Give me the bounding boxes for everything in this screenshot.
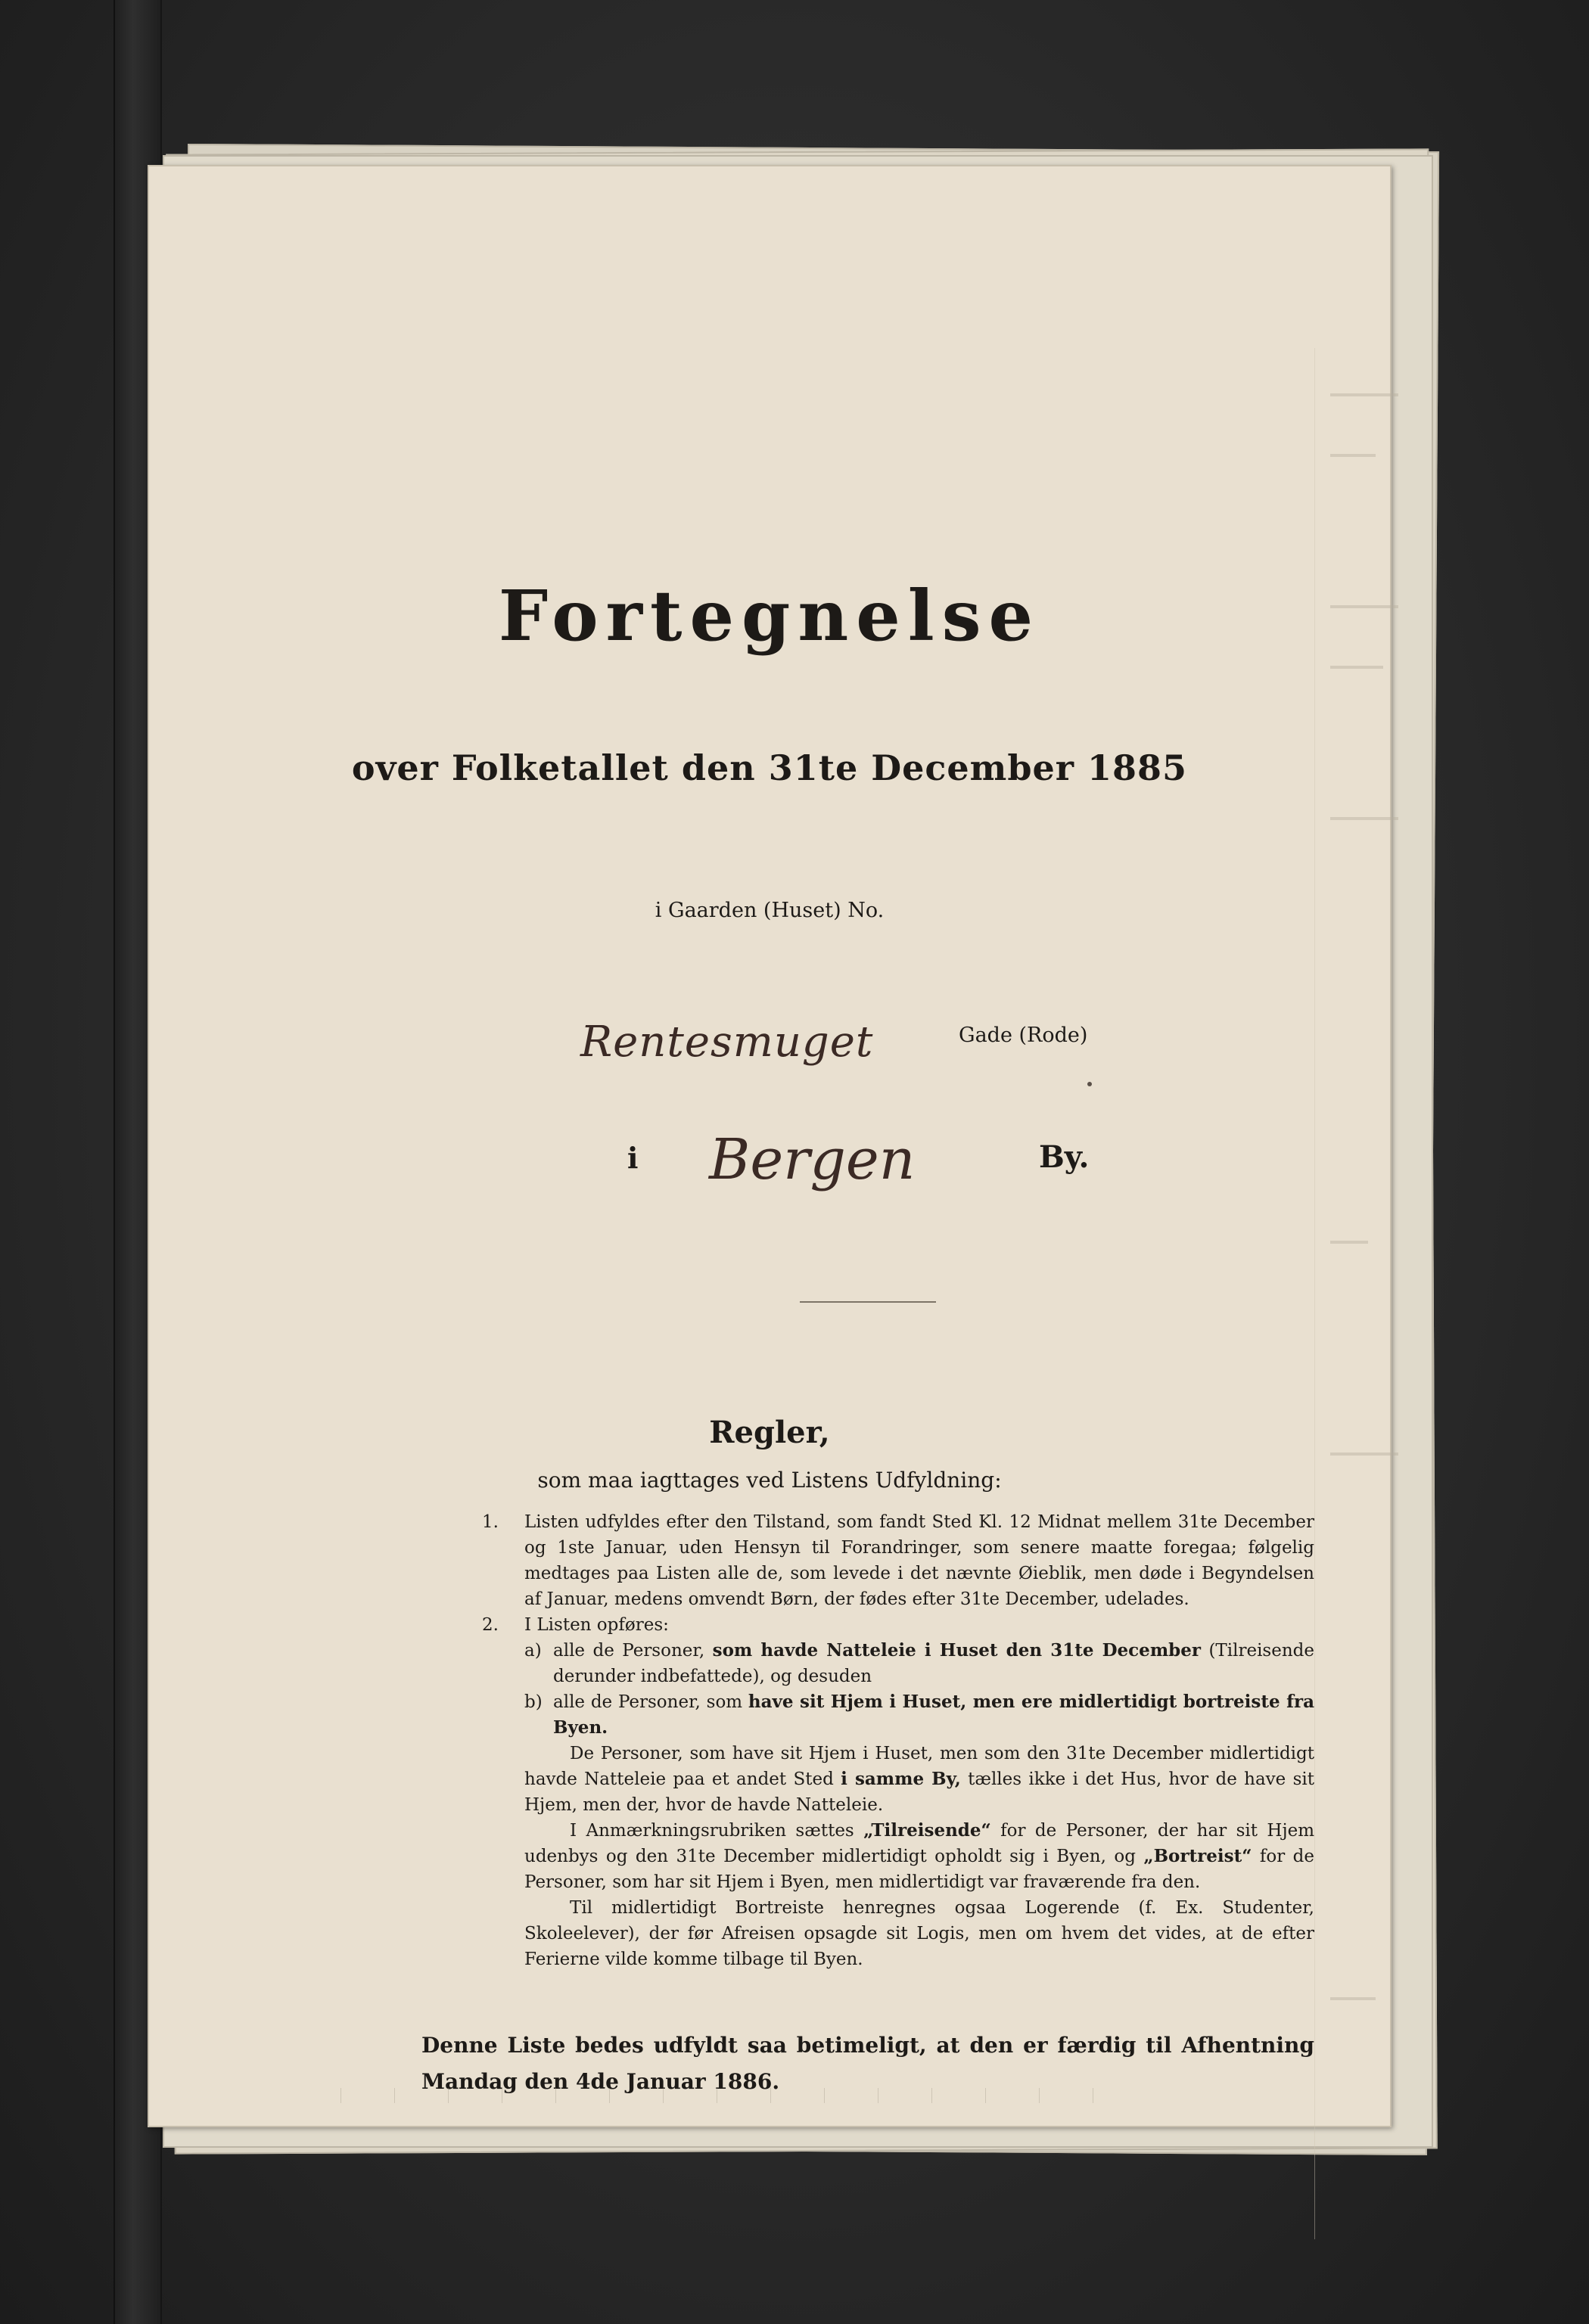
rule-2a [524,1638,1314,1689]
city-handwritten: Bergen [709,1127,916,1192]
rule-paragraph-1 [524,1741,1314,1818]
rules-subheading: som maa iagttages ved Listens Udfyldning: [537,1468,1002,1493]
text-run-bold: have sit Hjem i Huset, men ere midlertidigt bortreiste fra Byen. [553,1692,1315,1738]
ink-dot [1087,1082,1092,1086]
rule-number: b) [524,1692,543,1712]
underlying-sheet-columns [288,2088,1256,2118]
city-suffix: By. [1039,1139,1090,1175]
divider [800,1301,936,1303]
text-run-bold: i samme By, [841,1769,961,1789]
rule-number: a) [524,1641,542,1661]
rule-paragraph-2 [524,1818,1314,1895]
text-run: alle de Personer, [553,1641,705,1661]
rule-number: 2. [482,1615,499,1635]
text-run-bold: som havde Natteleie i Huset den 31te December [712,1640,1201,1661]
text-run-bold: „Tilreisende“ [863,1820,991,1841]
text-run: I Anmærkningsrubriken sættes [570,1821,854,1841]
rule-text [553,1689,1314,1741]
rules-heading: Regler, [709,1415,830,1450]
text-run: tælles ikke i det Hus, hvor de have sit Hjem, men der, hvor de havde Natteleie. [524,1769,1314,1815]
rule-text: I Listen opføres: [524,1615,669,1635]
rule-1 [482,1509,1314,1612]
rule-number: 1. [482,1512,499,1532]
street-handwritten: Rentesmuget [580,1018,874,1067]
census-form-page [148,165,1392,2127]
house-number-line: i Gaarden (Huset) No. [655,899,885,922]
text-run: (Tilreisende derunder indbefattede), og desuden [553,1641,1314,1686]
rule-text: Listen udfyldes efter den Tilstand, som fandt Sted Kl. 12 Midnat mellem 31te December og 1ste Januar, uden Hensyn til Forandringer, som senere maatte foregaa; følgelig medtages paa Listen alle de, som levede i det nævnte Øieblik, men døde i Begyndelsen af Januar, medens omvendt Børn, der fødes efter 31te December, udelades. [524,1512,1314,1609]
rule-2 [482,1612,1314,1638]
rule-text [553,1638,1314,1689]
text-run: for de Personer, der har sit Hjem udenbys og den 31te December midlertidigt opholdt sig i Byen, og [524,1821,1314,1866]
text-run: for de Personer, som har sit Hjem i Byen, men midlertidigt var fraværende fra den. [524,1847,1315,1892]
form-title: Fortegnelse [498,575,1041,657]
rules-list [482,1509,1314,1972]
city-prefix: i [627,1141,639,1175]
rule-2b [524,1689,1314,1741]
street-label: Gade (Rode) [959,1024,1088,1047]
text-run: alle de Personer, som [553,1692,743,1712]
pickup-notice: Denne Liste bedes udfyldt saa betimeligt, at den er færdig til Afhentning Mandag den 4de Januar 1886. [421,2033,1314,2094]
text-run-bold: „Bortreist“ [1143,1846,1252,1866]
form-subtitle: over Folketallet den 31te December 1885 [351,747,1188,788]
text-run: De Personer, som have sit Hjem i Huset, men som den 31te December midlertidigt havde Natteleie paa et andet Sted [524,1744,1314,1789]
rule-paragraph-3: Til midlertidigt Bortreiste henregnes ogsaa Logerende (f. Ex. Studenter, Skoleelever), der før Afreisen opsagde sit Logis, men om hvem det vides, at de efter Ferierne vilde komme tilbage til Byen. [524,1898,1314,1969]
